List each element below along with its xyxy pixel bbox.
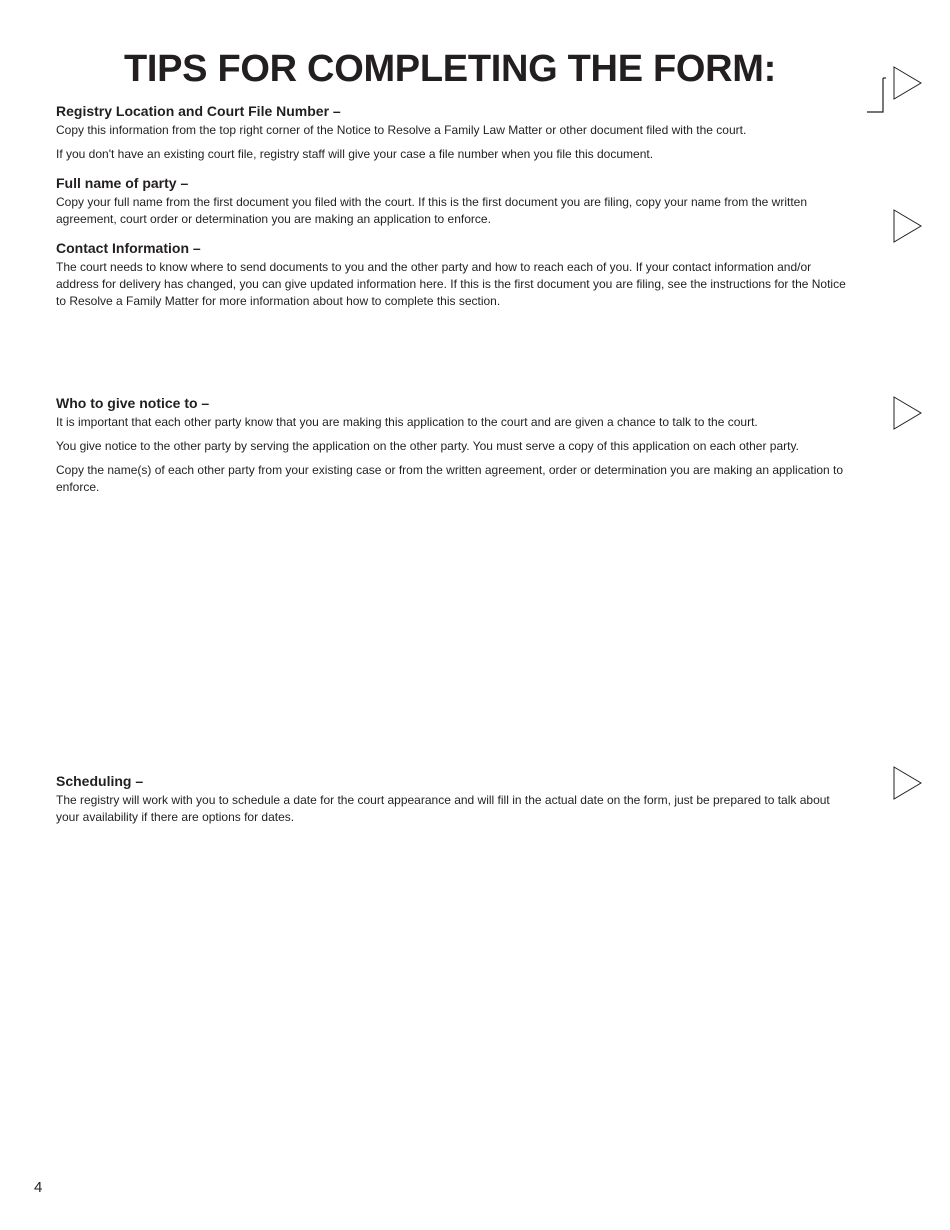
section-heading: Registry Location and Court File Number – xyxy=(56,103,341,119)
pointer-arrow-icon xyxy=(893,209,923,243)
section-paragraph: You give notice to the other party by serving the application on the other party. You must serve a copy of this application on each other party. xyxy=(56,439,799,453)
section-heading: Full name of party – xyxy=(56,175,189,191)
pointer-arrow-icon xyxy=(893,396,923,430)
section-paragraph: It is important that each other party know that you are making this application to the court and are given a chance to talk to the court. xyxy=(56,415,758,429)
section-heading: Contact Information – xyxy=(56,240,201,256)
section-paragraph: Copy your full name from the first document you filed with the court. If this is the first document you are filing, copy your name from the written agreement, court order or determination you are making an application to enforce. xyxy=(56,195,807,226)
page-title: TIPS FOR COMPLETING THE FORM: xyxy=(123,48,777,90)
pointer-arrow-icon xyxy=(893,66,923,100)
section-paragraph: Copy this information from the top right corner of the Notice to Resolve a Family Law Matter or other document filed with the court. xyxy=(56,123,747,137)
section-heading: Scheduling – xyxy=(56,773,144,789)
section-who-to-give-notice xyxy=(56,394,846,503)
section-paragraph: The court needs to know where to send documents to you and the other party and how to reach each of you. If your contact information and/or address for delivery has changed, you can give updated information here. If this is the first document you are filing, see the instructions for the Notice to Resolve a Family Matter for more information about how to complete this section. xyxy=(56,260,846,308)
section-paragraph: Copy the name(s) of each other party from your existing case or from the written agreement, order or determination you are making an application to enforce. xyxy=(56,463,844,494)
section-contact-information xyxy=(56,239,846,317)
section-paragraph: The registry will work with you to schedule a date for the court appearance and will fill in the actual date on the form, just be prepared to talk about your availability if there are options for dates. xyxy=(56,793,830,824)
section-scheduling xyxy=(56,772,846,833)
pointer-arrow-icon xyxy=(893,766,923,800)
section-registry-location xyxy=(56,102,846,170)
section-heading: Who to give notice to – xyxy=(56,395,210,411)
page-number: 4 xyxy=(34,1179,43,1196)
section-paragraph: If you don't have an existing court file, registry staff will give your case a file number when you file this document. xyxy=(56,147,654,161)
section-full-name xyxy=(56,174,846,235)
corner-bracket-mark xyxy=(866,76,886,116)
